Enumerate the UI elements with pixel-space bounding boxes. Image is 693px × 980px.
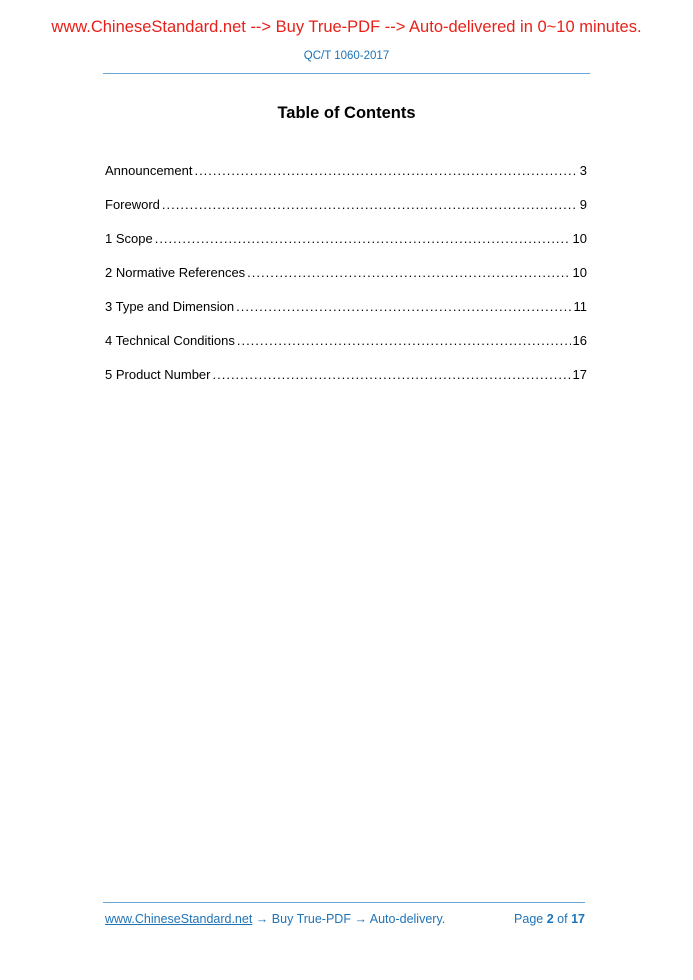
right-arrow-icon: → (255, 912, 269, 926)
toc-leader-dots (213, 367, 571, 382)
footer-site-link[interactable]: www.ChineseStandard.net (105, 912, 253, 926)
header-divider (103, 73, 590, 74)
toc-entry-label: Foreword (105, 197, 160, 212)
toc-leader-dots (162, 197, 578, 212)
of-label: of (557, 912, 568, 926)
toc-leader-dots (236, 299, 571, 314)
footer-buy-text: Buy True-PDF (271, 912, 351, 926)
toc-entry-product-number[interactable] (105, 367, 587, 401)
toc-leader-dots (237, 333, 571, 348)
toc-entry-label: 3 Type and Dimension (105, 299, 235, 314)
right-arrow-icon: → (354, 912, 367, 926)
toc-entry-page: 16 (572, 333, 587, 348)
page-total: 17 (571, 912, 585, 926)
toc-entry-page: 10 (572, 231, 587, 246)
toc-entry-label: 4 Technical Conditions (105, 333, 235, 348)
toc-entry-foreword[interactable] (105, 197, 587, 231)
toc-leader-dots (155, 231, 571, 246)
toc-entry-label: 5 Product Number (105, 367, 211, 382)
toc-entry-page: 10 (572, 265, 587, 280)
toc-entry-label: Announcement (105, 163, 193, 178)
toc-entry-page: 17 (572, 367, 587, 382)
toc-entry-technical-conditions[interactable] (105, 333, 587, 367)
top-banner[interactable]: www.ChineseStandard.net --> Buy True-PDF --> Auto-delivered in 0~10 minutes. (51, 18, 642, 36)
toc-leader-dots (194, 163, 577, 178)
toc-entry-page: 11 (573, 299, 587, 314)
page-label: Page (514, 912, 544, 926)
toc-entry-announcement[interactable] (105, 163, 587, 197)
toc-entry-label: 1 Scope (105, 231, 153, 246)
toc-entry-page: 9 (579, 197, 587, 212)
toc-title: Table of Contents (277, 104, 416, 122)
toc-entry-scope[interactable] (105, 231, 587, 265)
toc-entry-normative-references[interactable] (105, 265, 587, 299)
toc-leader-dots (247, 265, 570, 280)
toc-list (105, 163, 587, 401)
toc-entry-type-and-dimension[interactable] (105, 299, 587, 333)
footer-delivery-text: Auto-delivery. (369, 912, 446, 926)
footer-promo (105, 912, 445, 926)
document-code: QC/T 1060-2017 (303, 50, 390, 62)
page-current: 2 (546, 912, 554, 926)
toc-entry-page: 3 (579, 163, 587, 178)
footer-divider (103, 902, 585, 903)
toc-entry-label: 2 Normative References (105, 265, 246, 280)
page-indicator (514, 912, 585, 926)
